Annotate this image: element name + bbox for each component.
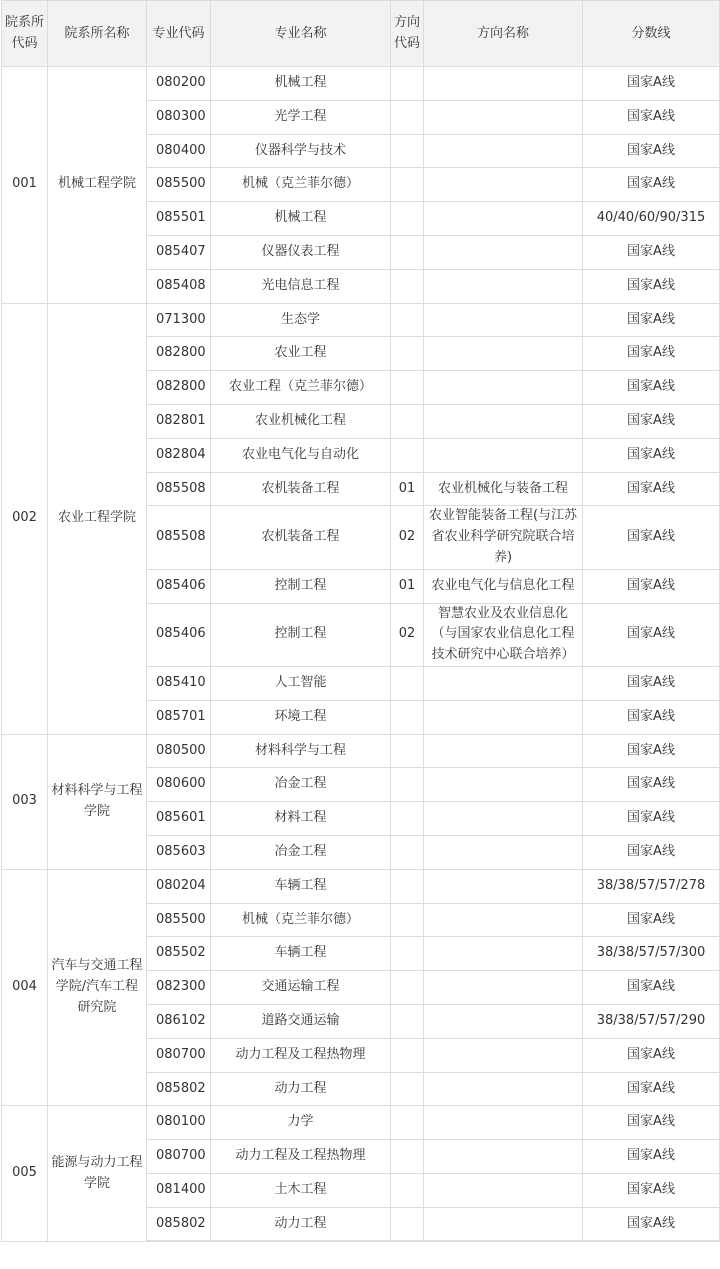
direction-name-cell <box>424 1173 583 1207</box>
major-code-cell: 080500 <box>147 734 211 768</box>
dept-code-cell: 001 <box>2 67 48 304</box>
direction-code-cell <box>391 404 424 438</box>
header-direction-name: 方向名称 <box>424 1 583 67</box>
direction-code-cell: 01 <box>391 569 424 603</box>
direction-code-cell <box>391 802 424 836</box>
header-dept-code: 院系所代码 <box>2 1 48 67</box>
direction-name-cell <box>424 1207 583 1241</box>
direction-code-cell <box>391 700 424 734</box>
major-code-cell: 085500 <box>147 168 211 202</box>
table-row <box>2 869 720 903</box>
dept-name-cell: 材料科学与工程学院 <box>48 734 147 869</box>
major-code-cell: 085501 <box>147 202 211 236</box>
major-code-cell: 085500 <box>147 903 211 937</box>
header-row <box>2 1 720 67</box>
direction-code-cell <box>391 134 424 168</box>
major-code-cell: 085406 <box>147 603 211 666</box>
score-cell: 38/38/57/57/290 <box>583 1004 720 1038</box>
direction-code-cell <box>391 269 424 303</box>
dept-name-cell: 能源与动力工程学院 <box>48 1106 147 1242</box>
major-name-cell: 动力工程 <box>211 1207 391 1241</box>
direction-name-cell <box>424 971 583 1005</box>
major-name-cell: 力学 <box>211 1106 391 1140</box>
direction-code-cell <box>391 67 424 101</box>
major-name-cell: 机械（克兰菲尔德） <box>211 168 391 202</box>
score-cell: 国家A线 <box>583 734 720 768</box>
score-cell: 国家A线 <box>583 603 720 666</box>
direction-code-cell <box>391 168 424 202</box>
major-code-cell: 080400 <box>147 134 211 168</box>
dept-name-cell: 机械工程学院 <box>48 67 147 304</box>
header-direction-code: 方向代码 <box>391 1 424 67</box>
major-code-cell: 085601 <box>147 802 211 836</box>
header-dept-name: 院系所名称 <box>48 1 147 67</box>
dept-name-cell: 农业工程学院 <box>48 303 147 734</box>
score-cell: 国家A线 <box>583 1106 720 1140</box>
major-code-cell: 080204 <box>147 869 211 903</box>
score-cell: 国家A线 <box>583 100 720 134</box>
major-code-cell: 080300 <box>147 100 211 134</box>
score-cell: 国家A线 <box>583 835 720 869</box>
major-code-cell: 080600 <box>147 768 211 802</box>
score-cell: 国家A线 <box>583 438 720 472</box>
major-code-cell: 080700 <box>147 1038 211 1072</box>
major-name-cell: 人工智能 <box>211 666 391 700</box>
direction-name-cell <box>424 869 583 903</box>
major-name-cell: 光电信息工程 <box>211 269 391 303</box>
score-cell: 国家A线 <box>583 666 720 700</box>
major-code-cell: 080200 <box>147 67 211 101</box>
score-cell: 国家A线 <box>583 337 720 371</box>
direction-code-cell: 02 <box>391 506 424 569</box>
major-name-cell: 材料工程 <box>211 802 391 836</box>
header-major-code: 专业代码 <box>147 1 211 67</box>
score-cell: 国家A线 <box>583 802 720 836</box>
direction-code-cell: 01 <box>391 472 424 506</box>
direction-code-cell <box>391 971 424 1005</box>
score-cell: 国家A线 <box>583 134 720 168</box>
direction-code-cell <box>391 666 424 700</box>
major-code-cell: 085408 <box>147 269 211 303</box>
major-name-cell: 道路交通运输 <box>211 1004 391 1038</box>
table-row <box>2 303 720 337</box>
direction-code-cell <box>391 835 424 869</box>
direction-code-cell: 02 <box>391 603 424 666</box>
major-name-cell: 土木工程 <box>211 1173 391 1207</box>
direction-code-cell <box>391 903 424 937</box>
major-code-cell: 085508 <box>147 472 211 506</box>
direction-name-cell <box>424 1140 583 1174</box>
major-name-cell: 动力工程 <box>211 1072 391 1106</box>
direction-name-cell: 农业电气化与信息化工程 <box>424 569 583 603</box>
score-cell: 国家A线 <box>583 971 720 1005</box>
direction-name-cell <box>424 1241 583 1242</box>
major-code-cell: 082800 <box>147 371 211 405</box>
score-cell: 国家A线 <box>583 235 720 269</box>
direction-name-cell <box>424 1004 583 1038</box>
direction-name-cell <box>424 337 583 371</box>
major-code-cell: 081400 <box>147 1173 211 1207</box>
score-cell: 国家A线 <box>583 768 720 802</box>
table-row <box>2 734 720 768</box>
major-name-cell: 生态学 <box>211 303 391 337</box>
direction-code-cell <box>391 734 424 768</box>
direction-name-cell: 农业智能装备工程(与江苏省农业科学研究院联合培养) <box>424 506 583 569</box>
major-name-cell: 仪器仪表工程 <box>211 235 391 269</box>
major-name-cell: 动力工程及工程热物理 <box>211 1140 391 1174</box>
direction-name-cell: 智慧农业及农业信息化（与国家农业信息化工程技术研究中心联合培养） <box>424 603 583 666</box>
table-row <box>2 67 720 101</box>
score-cell: 国家A线 <box>583 1173 720 1207</box>
direction-code-cell <box>391 235 424 269</box>
score-cell: 国家A线 <box>583 1140 720 1174</box>
direction-code-cell <box>391 1173 424 1207</box>
direction-name-cell <box>424 1106 583 1140</box>
major-code-cell: 085701 <box>147 700 211 734</box>
direction-code-cell <box>391 1140 424 1174</box>
direction-name-cell <box>424 269 583 303</box>
major-code-cell <box>147 1241 211 1242</box>
direction-name-cell <box>424 371 583 405</box>
direction-name-cell <box>424 835 583 869</box>
major-name-cell: 车辆工程 <box>211 937 391 971</box>
score-cell: 国家A线 <box>583 903 720 937</box>
direction-code-cell <box>391 1241 424 1242</box>
score-cell: 国家A线 <box>583 371 720 405</box>
direction-code-cell <box>391 937 424 971</box>
dept-code-cell: 004 <box>2 869 48 1106</box>
score-cell: 国家A线 <box>583 1207 720 1241</box>
major-name-cell: 机械（克兰菲尔德） <box>211 903 391 937</box>
major-name-cell: 农业工程 <box>211 337 391 371</box>
major-name-cell: 农机装备工程 <box>211 472 391 506</box>
direction-code-cell <box>391 202 424 236</box>
major-code-cell: 085406 <box>147 569 211 603</box>
major-name-cell: 农业工程（克兰菲尔德） <box>211 371 391 405</box>
direction-name-cell <box>424 802 583 836</box>
score-cell: 38/38/57/57/300 <box>583 937 720 971</box>
direction-name-cell <box>424 1038 583 1072</box>
major-code-cell: 080100 <box>147 1106 211 1140</box>
score-cell: 国家A线 <box>583 303 720 337</box>
admission-score-table <box>1 0 720 1242</box>
dept-code-cell: 005 <box>2 1106 48 1242</box>
direction-name-cell <box>424 438 583 472</box>
score-cell <box>583 1241 720 1242</box>
major-code-cell: 082801 <box>147 404 211 438</box>
direction-name-cell <box>424 734 583 768</box>
score-cell: 国家A线 <box>583 472 720 506</box>
direction-name-cell <box>424 235 583 269</box>
major-name-cell: 交通运输工程 <box>211 971 391 1005</box>
direction-name-cell <box>424 666 583 700</box>
score-cell: 国家A线 <box>583 1072 720 1106</box>
major-code-cell: 086102 <box>147 1004 211 1038</box>
direction-name-cell <box>424 700 583 734</box>
major-code-cell: 085410 <box>147 666 211 700</box>
major-code-cell: 082804 <box>147 438 211 472</box>
major-code-cell: 085407 <box>147 235 211 269</box>
major-name-cell: 控制工程 <box>211 603 391 666</box>
major-name-cell: 冶金工程 <box>211 835 391 869</box>
major-name-cell <box>211 1241 391 1242</box>
major-name-cell: 光学工程 <box>211 100 391 134</box>
major-code-cell: 085802 <box>147 1207 211 1241</box>
direction-name-cell <box>424 937 583 971</box>
major-code-cell: 085603 <box>147 835 211 869</box>
major-name-cell: 冶金工程 <box>211 768 391 802</box>
score-cell: 国家A线 <box>583 269 720 303</box>
direction-name-cell <box>424 303 583 337</box>
score-cell: 国家A线 <box>583 1038 720 1072</box>
direction-code-cell <box>391 1038 424 1072</box>
score-cell: 国家A线 <box>583 404 720 438</box>
major-name-cell: 农机装备工程 <box>211 506 391 569</box>
major-code-cell: 071300 <box>147 303 211 337</box>
direction-code-cell <box>391 869 424 903</box>
major-code-cell: 085802 <box>147 1072 211 1106</box>
direction-code-cell <box>391 1207 424 1241</box>
direction-code-cell <box>391 1004 424 1038</box>
direction-name-cell <box>424 1072 583 1106</box>
direction-name-cell <box>424 168 583 202</box>
major-name-cell: 农业电气化与自动化 <box>211 438 391 472</box>
major-name-cell: 车辆工程 <box>211 869 391 903</box>
score-cell: 38/38/57/57/278 <box>583 869 720 903</box>
major-name-cell: 动力工程及工程热物理 <box>211 1038 391 1072</box>
direction-name-cell: 农业机械化与装备工程 <box>424 472 583 506</box>
direction-code-cell <box>391 438 424 472</box>
direction-name-cell <box>424 134 583 168</box>
score-cell: 国家A线 <box>583 168 720 202</box>
table-body <box>2 67 720 1242</box>
score-cell: 国家A线 <box>583 700 720 734</box>
major-name-cell: 仪器科学与技术 <box>211 134 391 168</box>
direction-code-cell <box>391 768 424 802</box>
major-code-cell: 085502 <box>147 937 211 971</box>
major-name-cell: 材料科学与工程 <box>211 734 391 768</box>
direction-code-cell <box>391 371 424 405</box>
dept-name-cell: 汽车与交通工程学院/汽车工程研究院 <box>48 869 147 1106</box>
direction-name-cell <box>424 202 583 236</box>
table-row <box>2 1106 720 1140</box>
direction-name-cell <box>424 903 583 937</box>
direction-code-cell <box>391 1106 424 1140</box>
score-cell: 40/40/60/90/315 <box>583 202 720 236</box>
major-name-cell: 环境工程 <box>211 700 391 734</box>
score-cell: 国家A线 <box>583 506 720 569</box>
direction-code-cell <box>391 100 424 134</box>
direction-name-cell <box>424 67 583 101</box>
major-name-cell: 机械工程 <box>211 67 391 101</box>
direction-name-cell <box>424 404 583 438</box>
major-name-cell: 农业机械化工程 <box>211 404 391 438</box>
score-cell: 国家A线 <box>583 67 720 101</box>
header-score: 分数线 <box>583 1 720 67</box>
dept-code-cell: 002 <box>2 303 48 734</box>
score-cell: 国家A线 <box>583 569 720 603</box>
dept-code-cell: 003 <box>2 734 48 869</box>
major-code-cell: 080700 <box>147 1140 211 1174</box>
direction-code-cell <box>391 1072 424 1106</box>
major-code-cell: 085508 <box>147 506 211 569</box>
header-major-name: 专业名称 <box>211 1 391 67</box>
direction-name-cell <box>424 100 583 134</box>
direction-name-cell <box>424 768 583 802</box>
direction-code-cell <box>391 303 424 337</box>
major-name-cell: 控制工程 <box>211 569 391 603</box>
major-name-cell: 机械工程 <box>211 202 391 236</box>
major-code-cell: 082300 <box>147 971 211 1005</box>
direction-code-cell <box>391 337 424 371</box>
major-code-cell: 082800 <box>147 337 211 371</box>
